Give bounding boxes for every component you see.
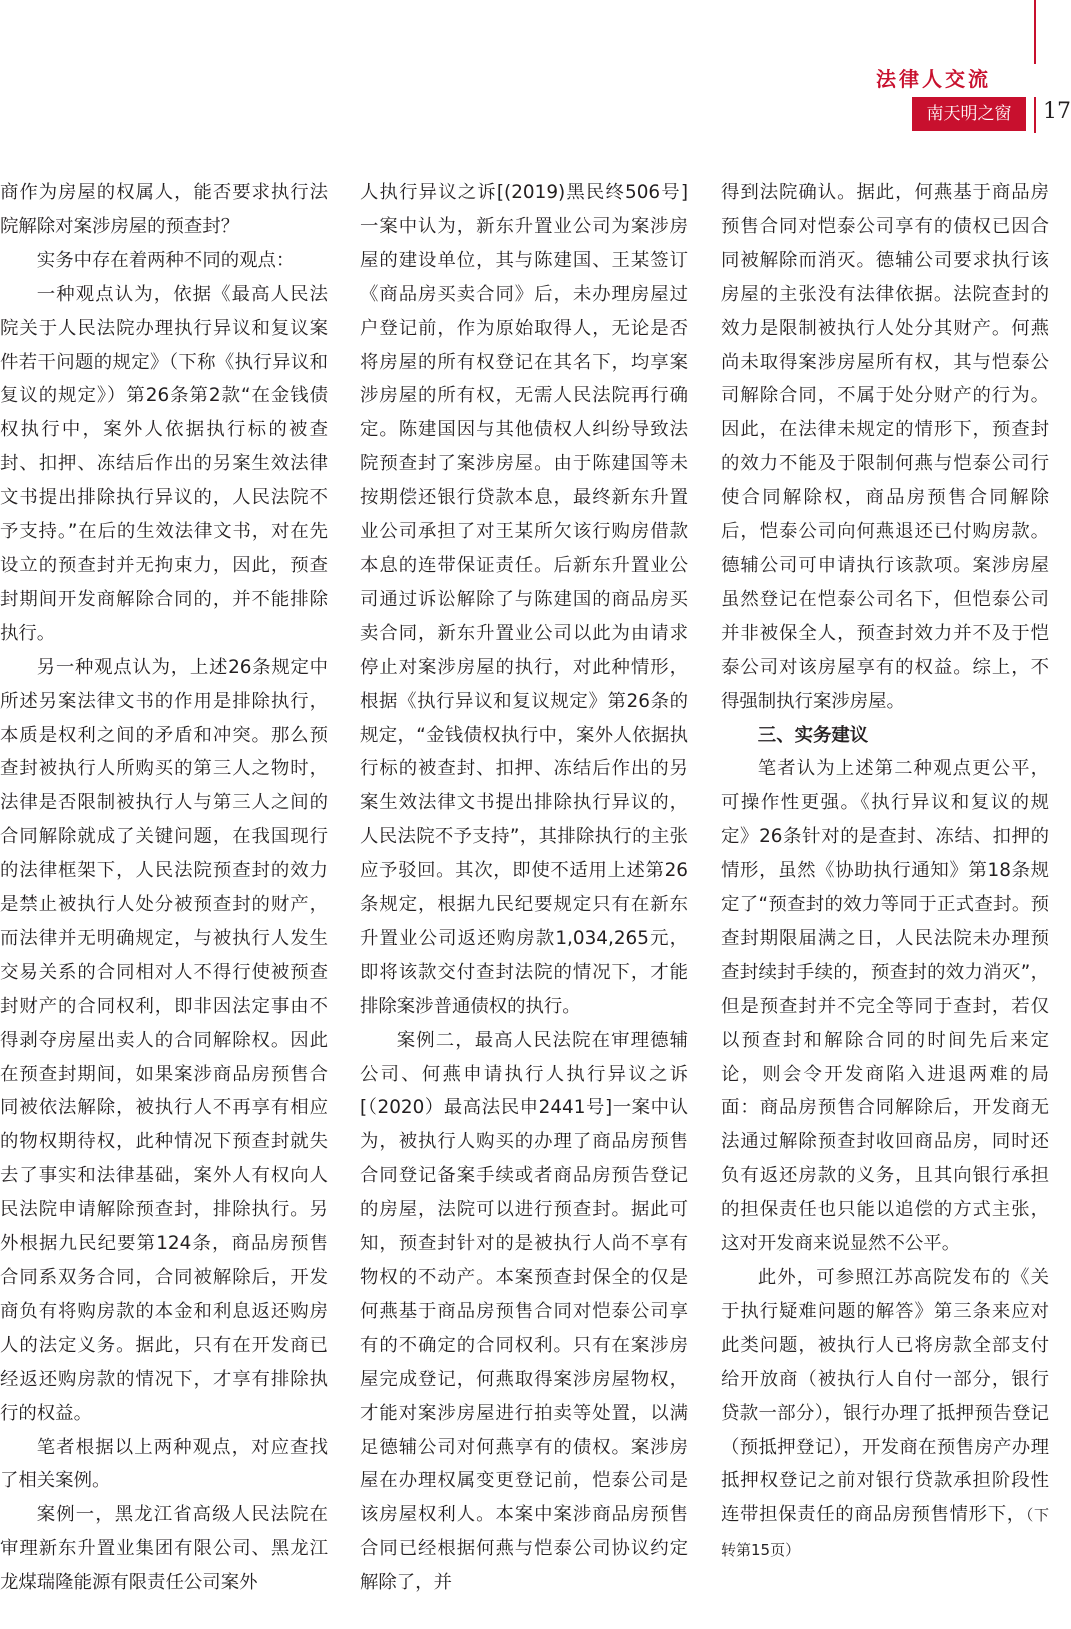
continuation-note: （下转第15页）: [721, 1506, 1049, 1560]
body-paragraph: 一种观点认为，依据《最高人民法院关于人民法院办理执行异议和复议案件若干问题的规定》（下称《执行异议和复议的规定》）第26条第2款“在金钱债权执行中，案外人依据执行标的被查封、扣押、冻结后作出的另案生效法律文书提出排除执行异议的，人民法院不予支持。”在后的生效法律文书，对在先设立的预查封并无拘束力，因此，预查封期间开发商解除合同的，并不能排除执行。: [0, 283, 328, 644]
body-paragraph: 笔者认为上述第二种观点更公平，可操作性更强。《执行异议和复议的规定》26条针对的是查封、冻结、扣押的情形，虽然《协助执行通知》第18条规定了“预查封的效力等同于正式查封。预查封期限届满之日，人民法院未办理预查封续封手续的，预查封的效力消灭”，但是预查封并不完全等同于查封，若仅以预查封和解除合同的时间先后来定论，则会令开发商陷入进退两难的局面：商品房预售合同解除后，开发商无法通过解除预查封收回商品房，同时还负有返还房款的义务，且其向银行承担的担保责任也只能以追偿的方式主张，这对开发商来说显然不公平。: [721, 758, 1049, 1255]
text-column-3: [721, 176, 1049, 1568]
section-title: 法律人交流: [876, 67, 991, 91]
page-number: 17: [1043, 99, 1071, 124]
body-paragraph: 得到法院确认。据此，何燕基于商品房预售合同对恺泰公司享有的债权已因合同被解除而消灭。德辅公司要求执行该房屋的主张没有法律依据。法院查封的效力是限制被执行人处分其财产。何燕尚未取得案涉房屋所有权，其与恺泰公司解除合同，不属于处分财产的行为。因此，在法律未规定的情形下，预查封的效力不能及于限制何燕与恺泰公司行使合同解除权，商品房预售合同解除后，恺泰公司向何燕退还已付购房款。德辅公司可申请执行该款项。案涉房屋虽然登记在恺泰公司名下，但恺泰公司并非被保全人，预查封效力并不及于恺泰公司对该房屋享有的权益。综上，不得强制执行案涉房屋。: [721, 182, 1049, 712]
body-paragraph: 实务中存在着两种不同的观点：: [36, 249, 295, 271]
body-paragraph: 案例二，最高人民法院在审理德辅公司、何燕申请执行人执行异议之诉[（2020）最高法民申2441号]一案中认为，被执行人购买的办理了商品房预售合同登记备案手续或者商品房预告登记的房屋，法院可以进行预查封。据此可知，预查封针对的是被执行人尚不享有物权的不动产。本案预查封保全的仅是何燕基于商品房预售合同对恺泰公司享有的不确定的合同权利。只有在案涉房屋完成登记，何燕取得案涉房屋物权，才能对案涉房屋进行拍卖等处置，以满足德辅公司对何燕享有的债权。案涉房屋在办理权属变更登记前，恺泰公司是该房屋权利人。本案中案涉商品房预售合同已经根据何燕与恺泰公司协议约定解除了，并: [360, 1029, 688, 1594]
text-column-1: [0, 176, 328, 1600]
body-paragraph: 此外，可参照江苏高院发布的《关于执行疑难问题的解答》第三条来应对此类问题，被执行人已将房款全部支付给开放商（被执行人自付一部分，银行贷款一部分），银行办理了抵押预告登记（预抵押登记），开发商在预售房产办理抵押权登记之前对银行贷款承担阶段性连带担保责任的商品房预售情形下，（下转第15页）: [721, 1267, 1049, 1560]
header-divider: [1034, 97, 1036, 133]
body-paragraph: 另一种观点认为，上述26条规定中所述另案法律文书的作用是排除执行，本质是权利之间的矛盾和冲突。那么预查封被执行人所购买的第三人之物时，法律是否限制被执行人与第三人之间的合同解除就成了关键问题，在我国现行的法律框架下，人民法院预查封的效力是禁止被执行人处分被预查封的财产，而法律并无明确规定，与被执行人发生交易关系的合同相对人不得行使被预查封财产的合同权利，即非因法定事由不得剥夺房屋出卖人的合同解除权。因此在预查封期间，如果案涉商品房预售合同被依法解除，被执行人不再享有相应的物权期待权，此种情况下预查封就失去了事实和法律基础，案外人有权向人民法院申请解除预查封，排除执行。另外根据九民纪要第124条，商品房预售合同系双务合同，合同被解除后，开发商负有将购房款的本金和利息返还购房人的法定义务。据此，只有在开发商已经返还购房款的情况下，才享有排除执行的权益。: [0, 656, 328, 1424]
section-heading: 三、实务建议: [757, 724, 869, 746]
text-column-2: [360, 176, 688, 1600]
body-paragraph: 案例一，黑龙江省高级人民法院在审理新东升置业集团有限公司、黑龙江龙煤瑞隆能源有限责任公司案外: [0, 1504, 328, 1594]
header-top-rule: [1034, 0, 1036, 64]
body-paragraph: 笔者根据以上两种观点，对应查找了相关案例。: [0, 1436, 328, 1492]
body-paragraph: 商作为房屋的权属人，能否要求执行法院解除对案涉房屋的预查封？: [0, 182, 328, 237]
column-tag: 南天明之窗: [912, 97, 1026, 131]
body-paragraph: 人执行异议之诉[(2019)黑民终506号]一案中认为，新东升置业公司为案涉房屋的建设单位，其与陈建国、王某签订《商品房买卖合同》后，未办理房屋过户登记前，作为原始取得人，无论是否将房屋的所有权登记在其名下，均享案涉房屋的所有权，无需人民法院再行确定。陈建国因与其他债权人纠纷导致法院预查封了案涉房屋。由于陈建国等未按期偿还银行贷款本息，最终新东升置业公司承担了对王某所欠该行购房借款本息的连带保证责任。后新东升置业公司通过诉讼解除了与陈建国的商品房买卖合同，新东升置业公司以此为由请求停止对案涉房屋的执行，对此种情形，根据《执行异议和复议规定》第26条的规定，“金钱债权执行中，案外人依据执行标的被查封、扣押、冻结后作出的另案生效法律文书提出排除执行异议的，人民法院不予支持”，其排除执行的主张应予驳回。其次，即使不适用上述第26条规定，根据九民纪要规定只有在新东升置业公司返还购房款1,034,265元，即将该款交付查封法院的情况下，才能排除案涉普通债权的执行。: [360, 182, 688, 1017]
